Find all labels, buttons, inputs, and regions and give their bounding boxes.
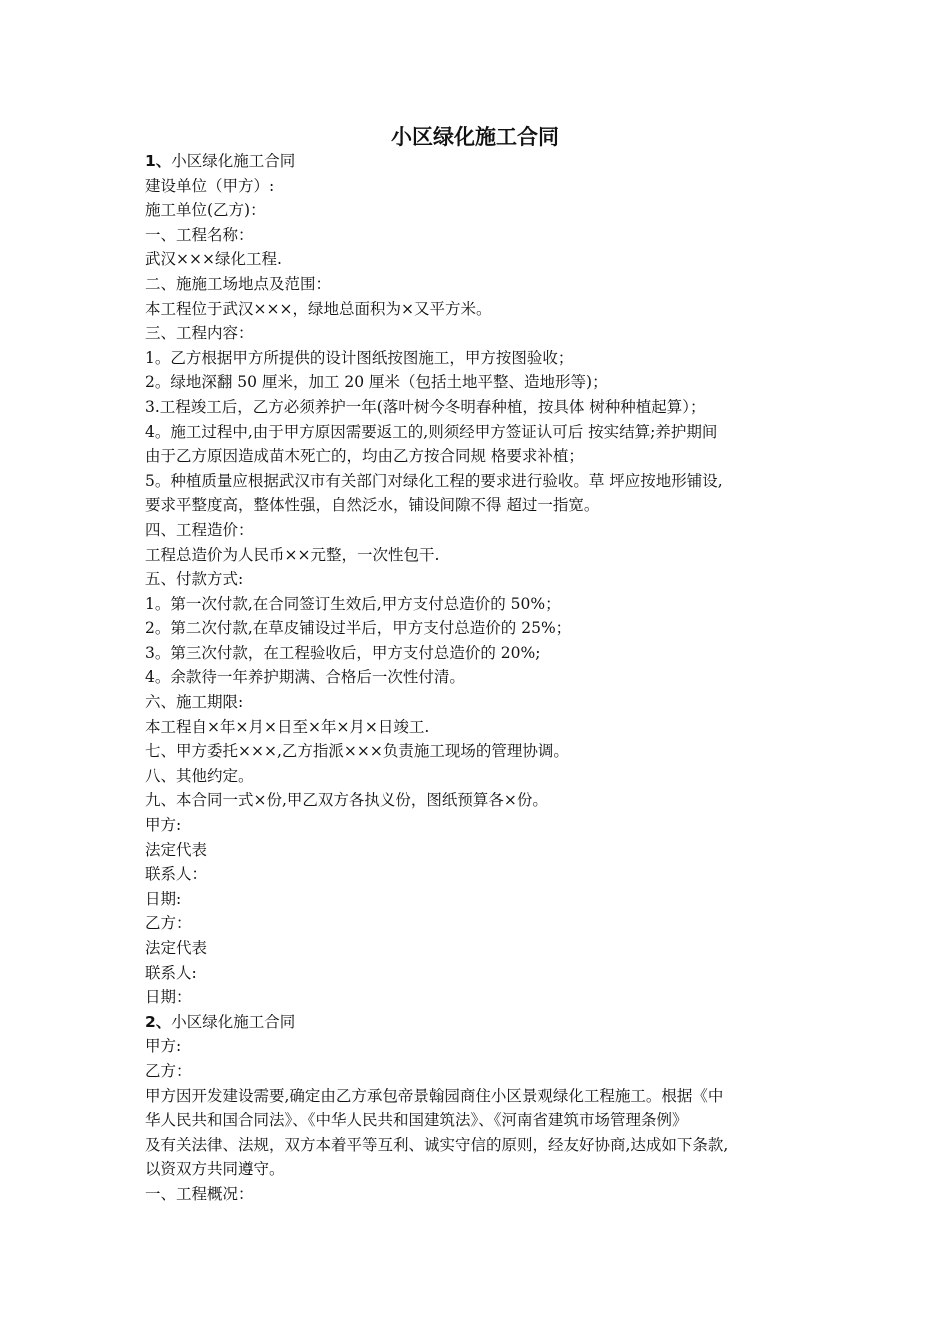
text-line: 要求平整度高，整体性强，自然泛水，铺设间隙不得 超过一指宽。 <box>145 496 600 515</box>
text-line: 3.工程竣工后，乙方必须养护一年(落叶树今冬明春种植，按具体 树种种植起算）； <box>145 397 706 416</box>
section-2-number: 2、 <box>145 1012 172 1031</box>
text-line: 甲方: <box>145 1037 182 1056</box>
text-line: 本工程位于武汉×××，绿地总面积为×又平方米。 <box>145 299 492 318</box>
text-line: 4。余款待一年养护期满、合格后一次性付清。 <box>145 668 465 687</box>
section-1-lines <box>145 174 815 1010</box>
text-line: 乙方： <box>145 914 192 933</box>
text-line: 联系人： <box>145 865 208 884</box>
text-line: 及有关法律、法规，双方本着平等互利、诚实守信的原则，经友好协商,达成如下条款, <box>145 1135 729 1154</box>
text-line: 甲方: <box>145 816 182 835</box>
text-line: 施工单位(乙方)： <box>145 201 266 220</box>
text-line: 工程总造价为人民币××元整，一次性包干. <box>145 545 440 564</box>
text-line: 法定代表 <box>145 939 208 957</box>
text-line: 1。第一次付款,在合同签订生效后,甲方支付总造价的 50%； <box>145 594 561 613</box>
section-2-heading <box>145 1010 815 1035</box>
text-line: 1。乙方根据甲方所提供的设计图纸按图施工，甲方按图验收； <box>145 348 574 367</box>
text-line: 3。第三次付款，在工程验收后，甲方支付总造价的 20%; <box>145 643 541 662</box>
text-line: 华人民共和国合同法》、《中华人民共和国建筑法》、《河南省建筑市场管理条例》 <box>145 1111 688 1130</box>
text-line: 2。第二次付款,在草皮铺设过半后，甲方支付总造价的 25%； <box>145 619 572 638</box>
text-line: 法定代表 <box>145 840 208 859</box>
text-line: 日期: <box>145 889 182 908</box>
text-line: 乙方： <box>145 1061 192 1080</box>
text-line: 一、工程概况： <box>145 1184 254 1203</box>
text-line: 由于乙方原因造成苗木死亡的，均由乙方按合同规 格要求补植； <box>145 447 584 466</box>
text-line: 九、本合同一式×份,甲乙双方各执义份，图纸预算各×份。 <box>145 791 548 810</box>
text-line: 一、工程名称： <box>145 225 254 244</box>
text-line: 日期： <box>145 988 192 1007</box>
text-line: 七、甲方委托×××,乙方指派×××负责施工现场的管理协调。 <box>145 742 569 761</box>
text-line: 五、付款方式: <box>145 570 244 589</box>
text-line: 四、工程造价： <box>145 520 254 539</box>
text-line: 5。种植质量应根据武汉市有关部门对绿化工程的要求进行验收。草 坪应按地形铺设, <box>145 471 723 490</box>
text-line: 武汉×××绿化工程. <box>145 250 282 269</box>
text-line: 联系人: <box>145 963 197 982</box>
text-line: 2。绿地深翻 50 厘米，加工 20 厘米（包括土地平整、造地形等)； <box>145 373 608 392</box>
section-2-lines <box>145 1034 815 1206</box>
text-line: 建设单位（甲方）: <box>145 176 275 195</box>
text-line: 八、其他约定。 <box>145 766 254 785</box>
section-2-title: 小区绿化施工合同 <box>171 1012 296 1031</box>
text-line: 三、工程内容： <box>145 324 254 343</box>
document-title: 小区绿化施工合同 <box>391 125 559 149</box>
text-line: 甲方因开发建设需要,确定由乙方承包帝景翰园商住小区景观绿化工程施工。根据《中 <box>145 1086 724 1105</box>
section-1-number: 1、 <box>145 152 172 170</box>
text-line: 以资双方共同遵守。 <box>145 1160 285 1179</box>
section-1-heading <box>145 149 815 174</box>
text-line: 本工程自×年×月×日至×年×月×日竣工. <box>145 717 430 736</box>
document-body <box>145 149 815 1207</box>
text-line: 二、施施工场地点及范围： <box>145 274 332 293</box>
text-line: 六、施工期限: <box>145 693 244 712</box>
section-1-title: 小区绿化施工合同 <box>171 152 296 170</box>
text-line: 4。施工过程中,由于甲方原因需要返工的,则须经甲方签证认可后 按实结算;养护期间 <box>145 422 718 441</box>
